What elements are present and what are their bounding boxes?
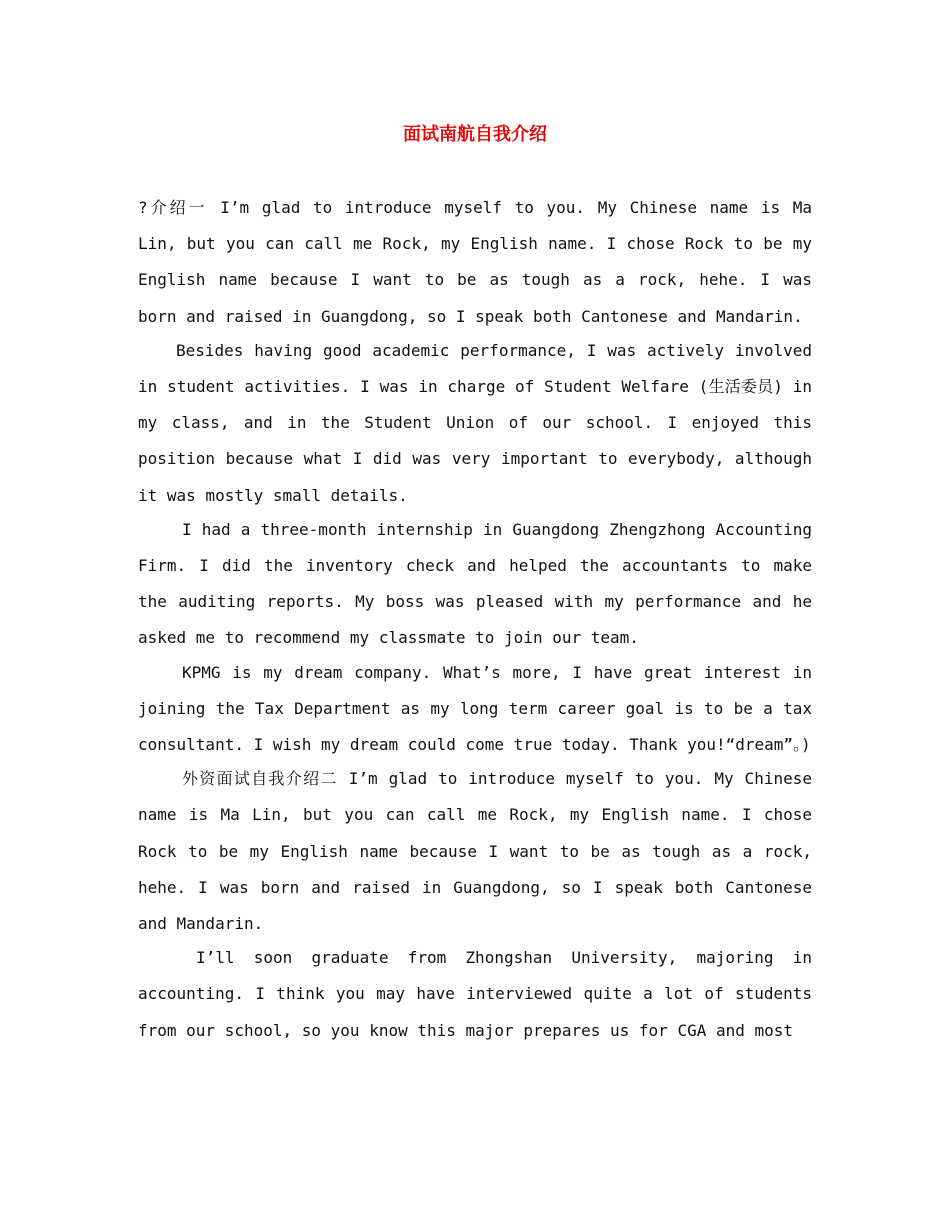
document-body bbox=[138, 190, 812, 1047]
paragraph-internship: I had a three-month internship in Guangdong Zhengzhong Accounting Firm. I did the inventory check and helped the accountants to make the auditing reports. My boss was pleased with my performance and he asked me to recommend my classmate to join our team. bbox=[138, 519, 812, 648]
paragraph-intro-two: 外资面试自我介绍二 I’m glad to introduce myself to you. My Chinese name is Ma Lin, but you can call me Rock, my English name. I chose Rock to be my English name because I want to be as tough as a rock, hehe. I was born and raised in Guangdong, so I speak both Cantonese and Mandarin. bbox=[138, 769, 812, 934]
document-title: 面试南航自我介绍 bbox=[403, 124, 547, 145]
paragraph-intro-one: ?介绍一 I’m glad to introduce myself to you. My Chinese name is Ma Lin, but you can call me Rock, my English name. I chose Rock to be my English name because I want to be as tough as a rock, hehe. I was born and raised in Guangdong, so I speak both Cantonese and Mandarin. bbox=[138, 198, 812, 326]
paragraph-activities: Besides having good academic performance, I was actively involved in student activities. I was in charge of Student Welfare (生活委员) in my class, and in the Student Union of our school. I enjoyed this position because what I did was very important to everybody, although it was mostly small details. bbox=[138, 340, 812, 505]
paragraph-graduation: I’ll soon graduate from Zhongshan University, majoring in accounting. I think you may have interviewed quite a lot of students from our school, so you know this major prepares us for CGA and most bbox=[138, 948, 812, 1040]
paragraph-dream-company: KPMG is my dream company. What’s more, I have great interest in joining the Tax Department as my long term career goal is to be a tax consultant. I wish my dream could come true today. Thank you!“dream”。) bbox=[138, 662, 812, 755]
